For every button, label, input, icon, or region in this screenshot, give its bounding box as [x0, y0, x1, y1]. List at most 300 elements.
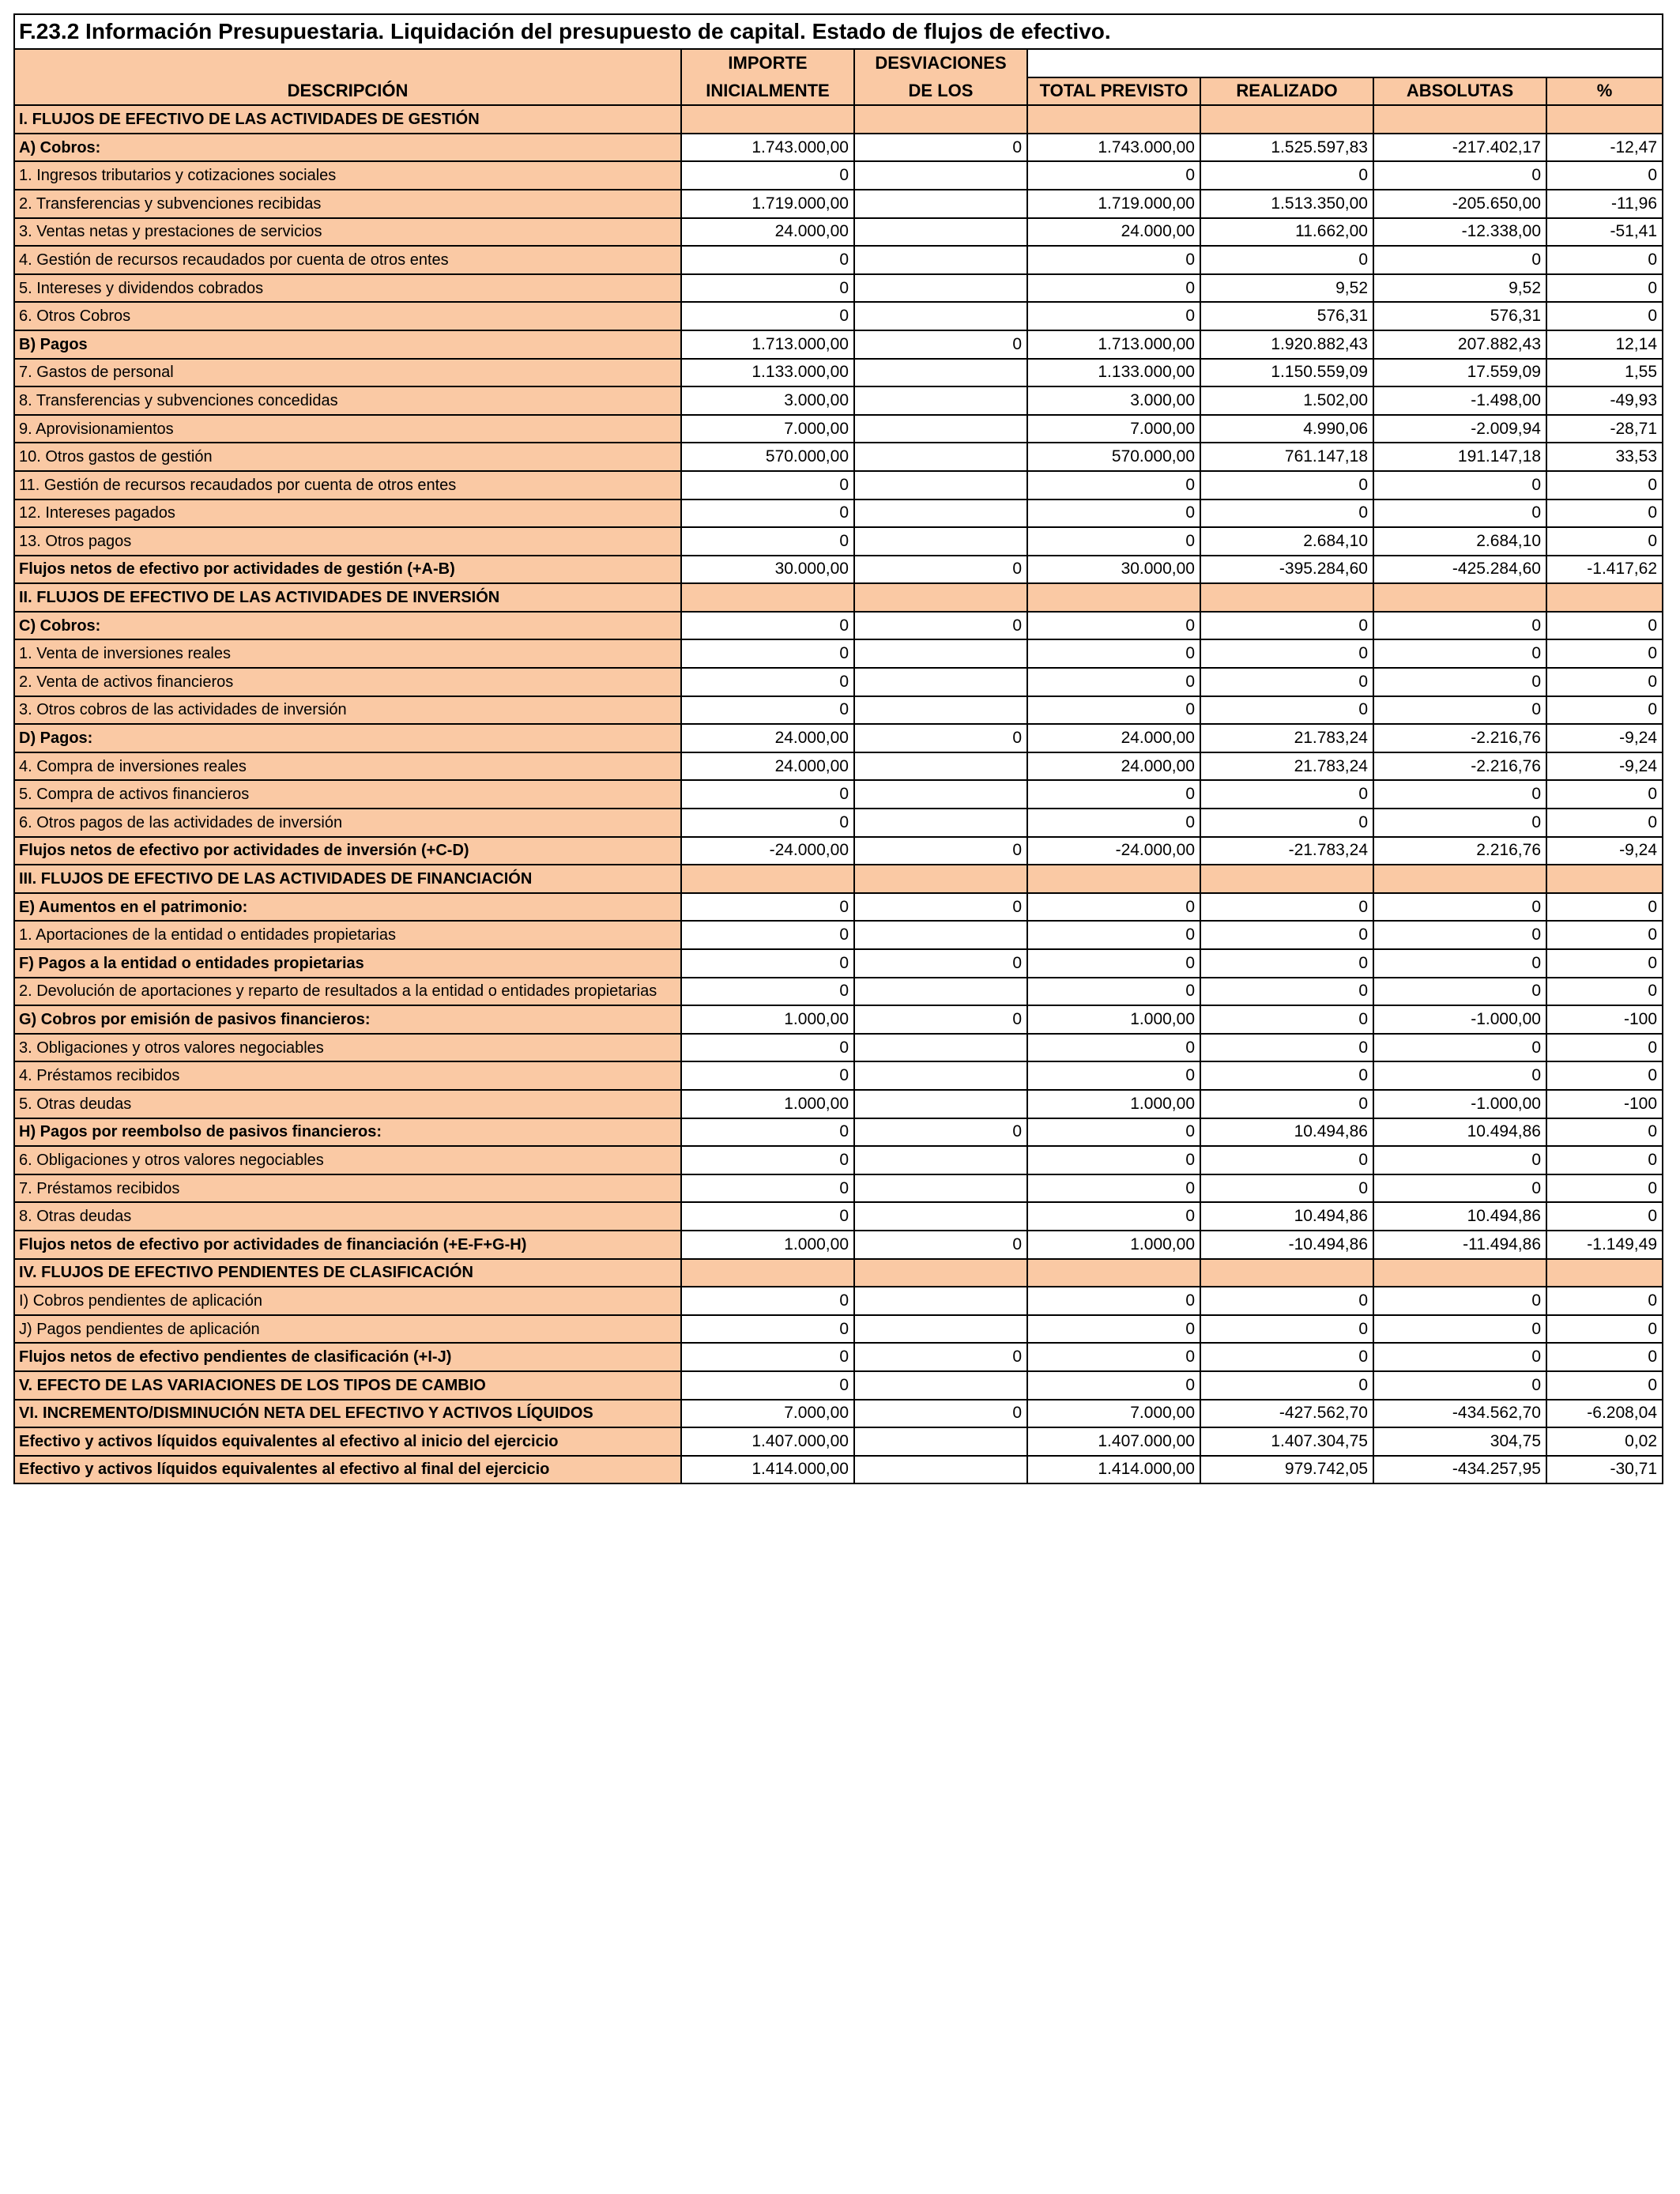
cell-total-previsto: 0: [1027, 1061, 1200, 1090]
cell-importe-inicial: 0: [681, 1174, 854, 1203]
row-label: 3. Ventas netas y prestaciones de servicios: [14, 218, 681, 247]
cell-importe-inicial: 0: [681, 1118, 854, 1147]
cell-total-previsto: 1.000,00: [1027, 1005, 1200, 1034]
cell-porcentaje: 0: [1546, 921, 1663, 949]
cell-absolutas: [1373, 583, 1546, 612]
cell-realizado: 10.494,86: [1200, 1202, 1373, 1231]
cell-desviaciones: [854, 218, 1027, 247]
cell-absolutas: 0: [1373, 921, 1546, 949]
header-importe-top: IMPORTE: [681, 49, 854, 77]
cell-total-previsto: 0: [1027, 949, 1200, 978]
cell-total-previsto: 0: [1027, 1174, 1200, 1203]
table-row: [14, 1090, 1663, 1118]
row-label: D) Pagos:: [14, 724, 681, 752]
cell-importe-inicial: 0: [681, 696, 854, 725]
row-label: 11. Gestión de recursos recaudados por cuenta de otros entes: [14, 471, 681, 499]
cell-realizado: 0: [1200, 471, 1373, 499]
cell-realizado: 1.502,00: [1200, 386, 1373, 415]
header-percent: %: [1546, 77, 1663, 106]
cell-porcentaje: -9,24: [1546, 752, 1663, 781]
row-label: 6. Otros Cobros: [14, 302, 681, 330]
cell-realizado: 0: [1200, 1061, 1373, 1090]
cell-realizado: 0: [1200, 1174, 1373, 1203]
cell-porcentaje: 0: [1546, 978, 1663, 1006]
cell-total-previsto: 0: [1027, 1202, 1200, 1231]
cell-importe-inicial: 0: [681, 1061, 854, 1090]
cell-importe-inicial: [681, 865, 854, 893]
cell-importe-inicial: 24.000,00: [681, 752, 854, 781]
cell-importe-inicial: 0: [681, 1371, 854, 1400]
cell-porcentaje: [1546, 583, 1663, 612]
cell-importe-inicial: 570.000,00: [681, 443, 854, 471]
cell-total-previsto: 0: [1027, 612, 1200, 640]
cell-total-previsto: 24.000,00: [1027, 724, 1200, 752]
cell-realizado: 0: [1200, 893, 1373, 922]
cell-realizado: 576,31: [1200, 302, 1373, 330]
cell-total-previsto: 1.719.000,00: [1027, 190, 1200, 218]
row-label: 9. Aprovisionamientos: [14, 415, 681, 443]
cell-porcentaje: -28,71: [1546, 415, 1663, 443]
cell-porcentaje: -1.417,62: [1546, 556, 1663, 584]
cell-porcentaje: 0: [1546, 639, 1663, 668]
cell-porcentaje: 0: [1546, 949, 1663, 978]
cell-absolutas: -217.402,17: [1373, 134, 1546, 162]
header-row-bottom: [14, 77, 1663, 106]
cell-realizado: 979.742,05: [1200, 1456, 1373, 1484]
section-row: [14, 865, 1663, 893]
row-label: Efectivo y activos líquidos equivalentes al efectivo al inicio del ejercicio: [14, 1427, 681, 1456]
cell-total-previsto: 0: [1027, 978, 1200, 1006]
cell-porcentaje: -11,96: [1546, 190, 1663, 218]
cell-realizado: [1200, 1259, 1373, 1287]
table-row: [14, 1343, 1663, 1371]
cell-desviaciones: [854, 1202, 1027, 1231]
cell-porcentaje: [1546, 865, 1663, 893]
table-row: [14, 386, 1663, 415]
cell-desviaciones: [854, 583, 1027, 612]
cell-porcentaje: 0: [1546, 1343, 1663, 1371]
cell-absolutas: 0: [1373, 1034, 1546, 1062]
cell-total-previsto: -24.000,00: [1027, 837, 1200, 865]
cell-porcentaje: 0: [1546, 696, 1663, 725]
cell-realizado: 0: [1200, 612, 1373, 640]
cell-realizado: 0: [1200, 1090, 1373, 1118]
header-descripcion: DESCRIPCIÓN: [14, 77, 681, 106]
cell-total-previsto: 0: [1027, 274, 1200, 303]
cell-absolutas: 10.494,86: [1373, 1202, 1546, 1231]
table-row: [14, 302, 1663, 330]
table-row: [14, 330, 1663, 359]
cell-absolutas: 0: [1373, 499, 1546, 528]
table-row: [14, 274, 1663, 303]
cell-realizado: 0: [1200, 696, 1373, 725]
cell-desviaciones: [854, 1427, 1027, 1456]
row-label: B) Pagos: [14, 330, 681, 359]
cell-desviaciones: [854, 1371, 1027, 1400]
cell-importe-inicial: 0: [681, 809, 854, 837]
cell-realizado: 0: [1200, 780, 1373, 809]
cell-desviaciones: [854, 1287, 1027, 1315]
cell-realizado: 0: [1200, 1371, 1373, 1400]
row-label: 5. Intereses y dividendos cobrados: [14, 274, 681, 303]
cell-total-previsto: 1.414.000,00: [1027, 1456, 1200, 1484]
cell-desviaciones: 0: [854, 134, 1027, 162]
row-label: I. FLUJOS DE EFECTIVO DE LAS ACTIVIDADES DE GESTIÓN: [14, 105, 681, 134]
table-row: [14, 978, 1663, 1006]
table-row: [14, 471, 1663, 499]
cell-realizado: 1.920.882,43: [1200, 330, 1373, 359]
cell-absolutas: 207.882,43: [1373, 330, 1546, 359]
table-row: [14, 443, 1663, 471]
row-label: VI. INCREMENTO/DISMINUCIÓN NETA DEL EFECTIVO Y ACTIVOS LÍQUIDOS: [14, 1400, 681, 1428]
cell-absolutas: [1373, 1259, 1546, 1287]
header-blank-top: [1027, 49, 1663, 77]
cell-desviaciones: [854, 415, 1027, 443]
table-row: [14, 1005, 1663, 1034]
cell-total-previsto: [1027, 583, 1200, 612]
row-label: 8. Otras deudas: [14, 1202, 681, 1231]
cell-porcentaje: 0: [1546, 302, 1663, 330]
cell-realizado: 0: [1200, 246, 1373, 274]
cell-importe-inicial: 0: [681, 471, 854, 499]
cell-realizado: 1.525.597,83: [1200, 134, 1373, 162]
row-label: 2. Transferencias y subvenciones recibidas: [14, 190, 681, 218]
cell-importe-inicial: [681, 1259, 854, 1287]
table-row: [14, 359, 1663, 387]
cell-porcentaje: 0: [1546, 893, 1663, 922]
row-label: 5. Otras deudas: [14, 1090, 681, 1118]
cell-porcentaje: 1,55: [1546, 359, 1663, 387]
cell-porcentaje: -30,71: [1546, 1456, 1663, 1484]
table-row: [14, 556, 1663, 584]
cell-importe-inicial: 1.743.000,00: [681, 134, 854, 162]
cell-total-previsto: [1027, 105, 1200, 134]
row-label: 1. Aportaciones de la entidad o entidades propietarias: [14, 921, 681, 949]
cell-total-previsto: 0: [1027, 893, 1200, 922]
cell-porcentaje: 0,02: [1546, 1427, 1663, 1456]
cell-absolutas: 304,75: [1373, 1427, 1546, 1456]
table-row: [14, 1456, 1663, 1484]
row-label: 4. Compra de inversiones reales: [14, 752, 681, 781]
table-row: [14, 1034, 1663, 1062]
cell-realizado: 9,52: [1200, 274, 1373, 303]
cell-total-previsto: 1.713.000,00: [1027, 330, 1200, 359]
cell-desviaciones: [854, 499, 1027, 528]
cell-desviaciones: [854, 527, 1027, 556]
cell-realizado: [1200, 583, 1373, 612]
cell-importe-inicial: 1.000,00: [681, 1231, 854, 1259]
row-label: 13. Otros pagos: [14, 527, 681, 556]
row-label: 8. Transferencias y subvenciones concedidas: [14, 386, 681, 415]
table-row: [14, 190, 1663, 218]
cell-total-previsto: 0: [1027, 1287, 1200, 1315]
cell-porcentaje: 0: [1546, 1371, 1663, 1400]
cell-importe-inicial: 0: [681, 612, 854, 640]
table-row: [14, 161, 1663, 190]
row-label: 10. Otros gastos de gestión: [14, 443, 681, 471]
cell-total-previsto: 0: [1027, 639, 1200, 668]
cell-importe-inicial: 1.000,00: [681, 1005, 854, 1034]
row-label: I) Cobros pendientes de aplicación: [14, 1287, 681, 1315]
cell-total-previsto: 0: [1027, 527, 1200, 556]
cell-importe-inicial: 1.719.000,00: [681, 190, 854, 218]
row-label: 3. Otros cobros de las actividades de inversión: [14, 696, 681, 725]
cell-porcentaje: 0: [1546, 780, 1663, 809]
cell-absolutas: 0: [1373, 1146, 1546, 1174]
cell-realizado: [1200, 865, 1373, 893]
header-total-previsto: TOTAL PREVISTO: [1027, 77, 1200, 106]
cell-desviaciones: [854, 1146, 1027, 1174]
row-label: II. FLUJOS DE EFECTIVO DE LAS ACTIVIDADES DE INVERSIÓN: [14, 583, 681, 612]
cell-desviaciones: [854, 865, 1027, 893]
cell-porcentaje: 33,53: [1546, 443, 1663, 471]
cell-absolutas: -2.009,94: [1373, 415, 1546, 443]
cell-porcentaje: -6.208,04: [1546, 1400, 1663, 1428]
cell-total-previsto: 0: [1027, 780, 1200, 809]
cell-realizado: 0: [1200, 499, 1373, 528]
cell-desviaciones: [854, 1456, 1027, 1484]
cell-total-previsto: 0: [1027, 246, 1200, 274]
cell-absolutas: -1.000,00: [1373, 1090, 1546, 1118]
cell-desviaciones: [854, 359, 1027, 387]
cell-absolutas: 0: [1373, 696, 1546, 725]
cell-importe-inicial: 0: [681, 921, 854, 949]
cell-importe-inicial: 0: [681, 246, 854, 274]
cell-porcentaje: 0: [1546, 471, 1663, 499]
cell-porcentaje: 0: [1546, 161, 1663, 190]
cell-importe-inicial: 0: [681, 949, 854, 978]
cell-porcentaje: 0: [1546, 668, 1663, 696]
header-realizado: REALIZADO: [1200, 77, 1373, 106]
cell-absolutas: 0: [1373, 161, 1546, 190]
cell-realizado: 0: [1200, 1005, 1373, 1034]
cell-desviaciones: [854, 471, 1027, 499]
cell-porcentaje: -12,47: [1546, 134, 1663, 162]
cell-realizado: 1.407.304,75: [1200, 1427, 1373, 1456]
cell-desviaciones: [854, 1174, 1027, 1203]
row-label: IV. FLUJOS DE EFECTIVO PENDIENTES DE CLASIFICACIÓN: [14, 1259, 681, 1287]
row-label: Flujos netos de efectivo por actividades de inversión (+C-D): [14, 837, 681, 865]
cell-importe-inicial: 7.000,00: [681, 1400, 854, 1428]
cell-total-previsto: 1.407.000,00: [1027, 1427, 1200, 1456]
cell-total-previsto: 1.133.000,00: [1027, 359, 1200, 387]
cell-porcentaje: -51,41: [1546, 218, 1663, 247]
cell-absolutas: 0: [1373, 1287, 1546, 1315]
table-row: [14, 809, 1663, 837]
cell-porcentaje: -100: [1546, 1090, 1663, 1118]
table-row: [14, 837, 1663, 865]
cell-porcentaje: 0: [1546, 1287, 1663, 1315]
cell-importe-inicial: 1.713.000,00: [681, 330, 854, 359]
table-row: [14, 1287, 1663, 1315]
cell-total-previsto: 0: [1027, 161, 1200, 190]
header-absolutas: ABSOLUTAS: [1373, 77, 1546, 106]
cell-realizado: 11.662,00: [1200, 218, 1373, 247]
cell-importe-inicial: 0: [681, 1287, 854, 1315]
cell-desviaciones: 0: [854, 724, 1027, 752]
cell-porcentaje: 0: [1546, 499, 1663, 528]
cell-absolutas: -1.498,00: [1373, 386, 1546, 415]
table-row: [14, 218, 1663, 247]
cell-desviaciones: [854, 639, 1027, 668]
cell-importe-inicial: 1.414.000,00: [681, 1456, 854, 1484]
cell-realizado: -395.284,60: [1200, 556, 1373, 584]
cell-absolutas: [1373, 865, 1546, 893]
cell-desviaciones: 0: [854, 1343, 1027, 1371]
cell-total-previsto: 0: [1027, 921, 1200, 949]
table-row: [14, 134, 1663, 162]
cell-realizado: 21.783,24: [1200, 752, 1373, 781]
cell-importe-inicial: 0: [681, 668, 854, 696]
cell-desviaciones: 0: [854, 893, 1027, 922]
row-label: 2. Venta de activos financieros: [14, 668, 681, 696]
cell-absolutas: 0: [1373, 612, 1546, 640]
table-row: [14, 696, 1663, 725]
cell-total-previsto: 0: [1027, 809, 1200, 837]
row-label: Flujos netos de efectivo pendientes de clasificación (+I-J): [14, 1343, 681, 1371]
cell-desviaciones: [854, 1315, 1027, 1344]
cell-porcentaje: 12,14: [1546, 330, 1663, 359]
row-label: 1. Venta de inversiones reales: [14, 639, 681, 668]
cell-desviaciones: 0: [854, 612, 1027, 640]
cell-desviaciones: [854, 809, 1027, 837]
row-label: III. FLUJOS DE EFECTIVO DE LAS ACTIVIDADES DE FINANCIACIÓN: [14, 865, 681, 893]
cell-absolutas: -12.338,00: [1373, 218, 1546, 247]
cell-total-previsto: 0: [1027, 471, 1200, 499]
cell-importe-inicial: [681, 583, 854, 612]
cell-absolutas: 9,52: [1373, 274, 1546, 303]
cell-importe-inicial: 0: [681, 1146, 854, 1174]
row-label: Flujos netos de efectivo por actividades de gestión (+A-B): [14, 556, 681, 584]
cell-realizado: 761.147,18: [1200, 443, 1373, 471]
cell-porcentaje: 0: [1546, 1118, 1663, 1147]
cell-importe-inicial: 0: [681, 302, 854, 330]
cell-importe-inicial: 1.407.000,00: [681, 1427, 854, 1456]
cell-absolutas: [1373, 105, 1546, 134]
cell-realizado: 0: [1200, 639, 1373, 668]
cell-desviaciones: [854, 978, 1027, 1006]
cell-importe-inicial: 1.133.000,00: [681, 359, 854, 387]
cell-realizado: 21.783,24: [1200, 724, 1373, 752]
row-label: 4. Préstamos recibidos: [14, 1061, 681, 1090]
cell-importe-inicial: 0: [681, 780, 854, 809]
cell-total-previsto: 0: [1027, 1371, 1200, 1400]
cell-porcentaje: 0: [1546, 809, 1663, 837]
cell-absolutas: 0: [1373, 1061, 1546, 1090]
cell-desviaciones: 0: [854, 1231, 1027, 1259]
cell-porcentaje: 0: [1546, 1174, 1663, 1203]
cell-importe-inicial: 0: [681, 1034, 854, 1062]
cell-absolutas: 2.216,76: [1373, 837, 1546, 865]
cell-porcentaje: 0: [1546, 612, 1663, 640]
cell-porcentaje: 0: [1546, 1315, 1663, 1344]
cell-desviaciones: [854, 668, 1027, 696]
cell-total-previsto: [1027, 865, 1200, 893]
cell-absolutas: 0: [1373, 1315, 1546, 1344]
budget-sheet: [13, 13, 1662, 1484]
cell-total-previsto: 7.000,00: [1027, 415, 1200, 443]
cell-total-previsto: 0: [1027, 1146, 1200, 1174]
cell-desviaciones: [854, 246, 1027, 274]
cell-total-previsto: 24.000,00: [1027, 218, 1200, 247]
cell-absolutas: -205.650,00: [1373, 190, 1546, 218]
cell-desviaciones: [854, 274, 1027, 303]
cell-importe-inicial: 3.000,00: [681, 386, 854, 415]
cell-absolutas: 10.494,86: [1373, 1118, 1546, 1147]
cell-porcentaje: 0: [1546, 246, 1663, 274]
cell-realizado: 1.150.559,09: [1200, 359, 1373, 387]
cell-absolutas: -1.000,00: [1373, 1005, 1546, 1034]
header-de-los: DE LOS: [854, 77, 1027, 106]
cell-porcentaje: -9,24: [1546, 837, 1663, 865]
cell-desviaciones: 0: [854, 556, 1027, 584]
row-label: 6. Otros pagos de las actividades de inversión: [14, 809, 681, 837]
cell-desviaciones: [854, 1090, 1027, 1118]
cell-absolutas: -434.562,70: [1373, 1400, 1546, 1428]
cell-total-previsto: 3.000,00: [1027, 386, 1200, 415]
table-row: [14, 949, 1663, 978]
title-row: [14, 14, 1663, 49]
header-row-top: [14, 49, 1663, 77]
cell-absolutas: -2.216,76: [1373, 724, 1546, 752]
cell-desviaciones: [854, 161, 1027, 190]
cell-total-previsto: [1027, 1259, 1200, 1287]
cell-desviaciones: [854, 386, 1027, 415]
cell-absolutas: -11.494,86: [1373, 1231, 1546, 1259]
row-label: V. EFECTO DE LAS VARIACIONES DE LOS TIPOS DE CAMBIO: [14, 1371, 681, 1400]
cell-realizado: 0: [1200, 1287, 1373, 1315]
table-row: [14, 1118, 1663, 1147]
section-row: [14, 1259, 1663, 1287]
cell-total-previsto: 0: [1027, 302, 1200, 330]
cell-realizado: 1.513.350,00: [1200, 190, 1373, 218]
cell-realizado: -10.494,86: [1200, 1231, 1373, 1259]
cell-total-previsto: 24.000,00: [1027, 752, 1200, 781]
cell-realizado: 10.494,86: [1200, 1118, 1373, 1147]
cell-absolutas: 17.559,09: [1373, 359, 1546, 387]
section-row: [14, 105, 1663, 134]
cell-importe-inicial: 7.000,00: [681, 415, 854, 443]
table-row: [14, 921, 1663, 949]
cell-realizado: 0: [1200, 668, 1373, 696]
cell-importe-inicial: 24.000,00: [681, 724, 854, 752]
table-row: [14, 1371, 1663, 1400]
cell-desviaciones: 0: [854, 330, 1027, 359]
section-row: [14, 583, 1663, 612]
cell-importe-inicial: 0: [681, 1343, 854, 1371]
cell-total-previsto: 1.743.000,00: [1027, 134, 1200, 162]
row-label: 2. Devolución de aportaciones y reparto de resultados a la entidad o entidades propietarias: [14, 978, 681, 1006]
table-row: [14, 1202, 1663, 1231]
table-row: [14, 639, 1663, 668]
cell-absolutas: -425.284,60: [1373, 556, 1546, 584]
cell-total-previsto: 570.000,00: [1027, 443, 1200, 471]
header-desc-top: [14, 49, 681, 77]
cell-importe-inicial: 0: [681, 893, 854, 922]
cell-porcentaje: -49,93: [1546, 386, 1663, 415]
cell-total-previsto: 7.000,00: [1027, 1400, 1200, 1428]
cell-importe-inicial: 1.000,00: [681, 1090, 854, 1118]
cell-absolutas: -2.216,76: [1373, 752, 1546, 781]
cell-total-previsto: 0: [1027, 696, 1200, 725]
cell-absolutas: 0: [1373, 893, 1546, 922]
row-label: 1. Ingresos tributarios y cotizaciones sociales: [14, 161, 681, 190]
table-row: [14, 1174, 1663, 1203]
cell-desviaciones: [854, 752, 1027, 781]
cell-realizado: 0: [1200, 1343, 1373, 1371]
cell-total-previsto: 1.000,00: [1027, 1231, 1200, 1259]
cell-total-previsto: 0: [1027, 499, 1200, 528]
